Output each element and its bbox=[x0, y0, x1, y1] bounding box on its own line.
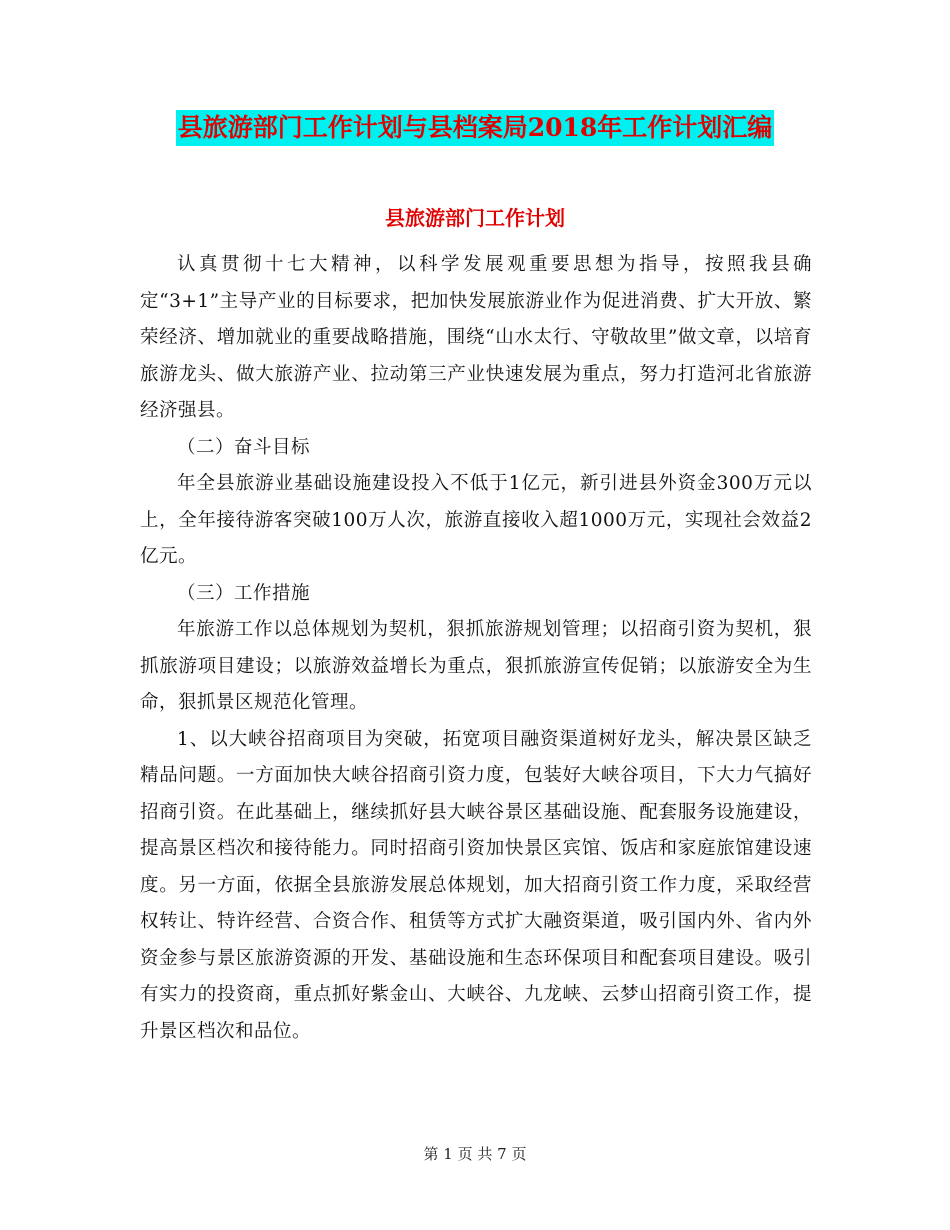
heading-goals: （二）奋斗目标 bbox=[177, 436, 311, 458]
document-title: 县旅游部门工作计划与县档案局2018年工作计划汇编 bbox=[176, 110, 775, 146]
paragraph-goals: 年全县旅游业基础设施建设投入不低于1亿元，新引进县外资金300万元以上，全年接待游客突破100万人次，旅游直接收入超1000万元，实现社会效益2亿元。 bbox=[140, 473, 812, 567]
document-title-container bbox=[0, 110, 950, 146]
paragraph-measure-1: 1、以大峡谷招商项目为突破，拓宽项目融资渠道树好龙头，解决景区缺乏精品问题。一方面加快大峡谷招商引资力度，包装好大峡谷项目，下大力气搞好招商引资。在此基础上，继续抓好县大峡谷景区基础设施、配套服务设施建设，提高景区档次和接待能力。同时招商引资加快景区宾馆、饭店和家庭旅馆建设速度。另一方面，依据全县旅游发展总体规划，加大招商引资工作力度，采取经营权转让、特许经营、合资合作、租赁等方式扩大融资渠道，吸引国内外、省内外资金参与景区旅游资源的开发、基础设施和生态环保项目和配套项目建设。吸引有实力的投资商，重点抓好紫金山、大峡谷、九龙峡、云梦山招商引资工作，提升景区档次和品位。 bbox=[140, 728, 812, 1042]
paragraph-intro: 认真贯彻十七大精神，以科学发展观重要思想为指导，按照我县确定“3+1”主导产业的目标要求，把加快发展旅游业作为促进消费、扩大开放、繁荣经济、增加就业的重要战略措施，围绕“山水太行、守敬故里”做文章，以培育旅游龙头、做大旅游产业、拉动第三产业快速发展为重点，努力打造河北省旅游经济强县。 bbox=[140, 254, 812, 421]
page-footer: 第 1 页 共 7 页 bbox=[423, 1145, 527, 1163]
heading-measures: （三）工作措施 bbox=[177, 582, 311, 604]
section-title: 县旅游部门工作计划 bbox=[385, 206, 565, 230]
document-body bbox=[140, 247, 812, 1050]
paragraph-measures: 年旅游工作以总体规划为契机，狠抓旅游规划管理；以招商引资为契机，狠抓旅游项目建设；以旅游效益增长为重点，狠抓旅游宣传促销；以旅游安全为生命，狠抓景区规范化管理。 bbox=[140, 619, 812, 713]
